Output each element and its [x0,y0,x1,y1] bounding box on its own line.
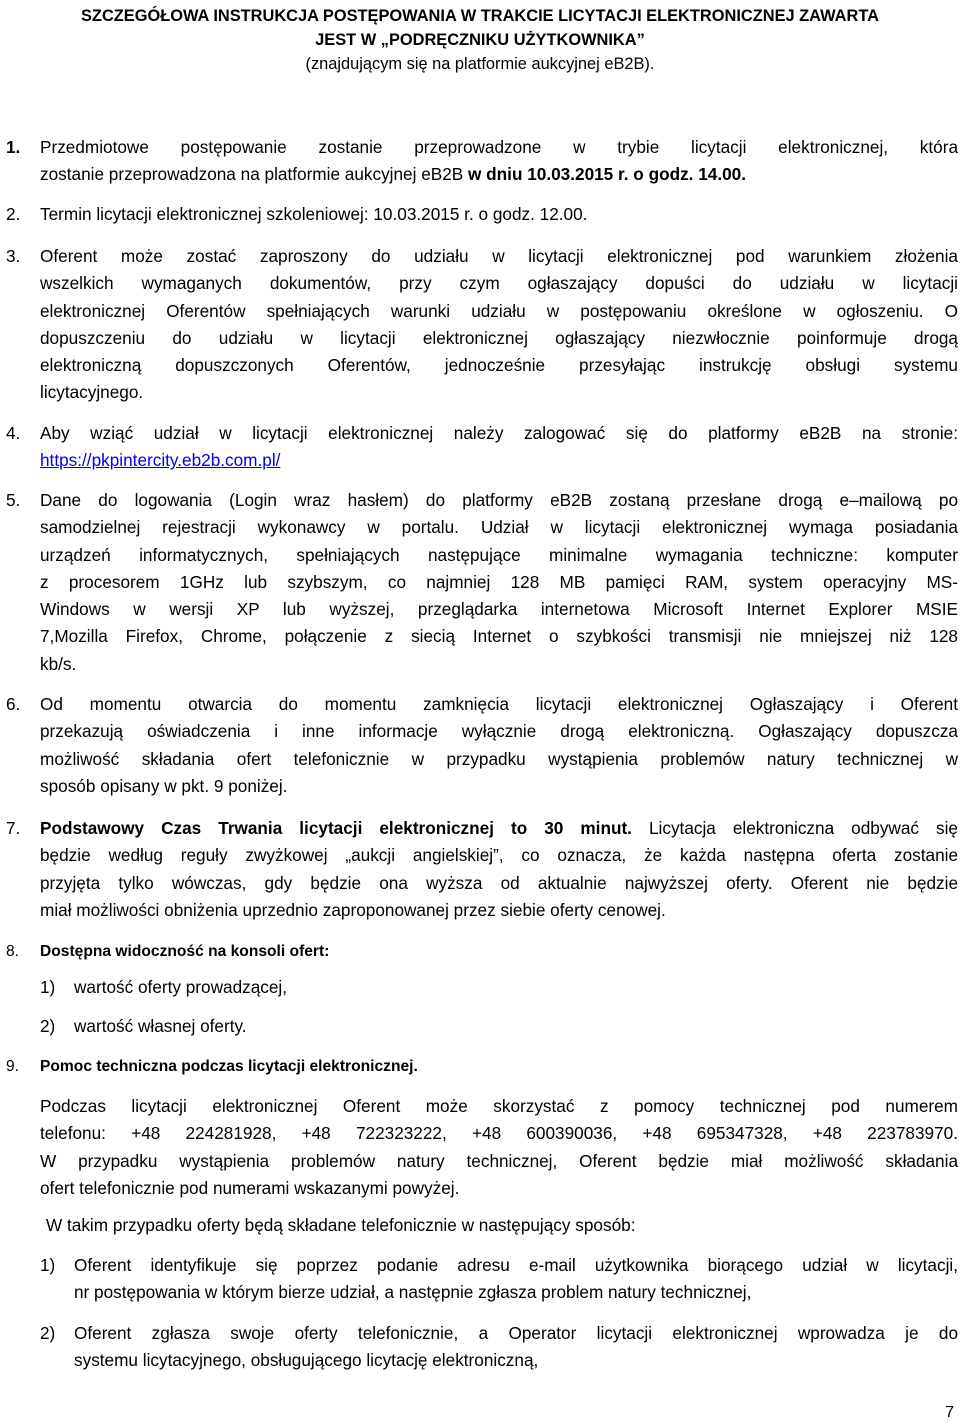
list-item-6 [6,691,958,800]
item-text-line: 7,Mozilla Firefox, Chrome, połączenie z siecią Internet o szybkości transmisji nie mniejszej niż 128 [40,626,958,647]
list-item-5 [6,487,958,678]
list-item-3 [6,243,958,407]
item-text-line: wszelkich wymaganych dokumentów, przy czym ogłaszający dopuści do udziału w licytacji [40,273,958,294]
list-item-1 [6,134,958,189]
sub-item-number: 1) [40,1255,56,1275]
support-phone-numbers: telefonu: +48 224281928, +48 722323222, +48 600390036, +48 695347328, +48 223783970. [40,1123,958,1144]
phone-procedure-intro [46,1212,958,1239]
item-text-line: przekazują oświadczenia i inne informacje wyłącznie drogą elektroniczną. Ogłaszający dopuszcza [40,721,958,742]
item-text-line: kb/s. [40,653,77,674]
section-title: Dostępna widoczność na konsoli ofert: [40,943,330,960]
paragraph-line: ofert telefonicznie pod numerami wskazanymi powyżej. [40,1177,460,1198]
item-text-line: Dane do logowania (Login wraz hasłem) do platformy eB2B zostaną przesłane drogą e–mailową po [40,490,958,510]
item-text-line: licytacyjnego. [40,382,144,403]
header-subtitle: (znajdującym się na platformie aukcyjnej eB2B). [305,55,655,73]
sub-item-text-line: nr postępowania w którym bierze udział, a następnie zgłasza problem natury technicznej, [74,1282,752,1303]
item-text-line: możliwość składania ofert telefonicznie w przypadku wystąpienia problemów natury technicznej w [40,748,958,769]
item-text-segment: zostanie przeprowadzona na platformie aukcyjnej eB2B [40,164,469,185]
platform-link[interactable]: https://pkpintercity.eb2b.com.pl/ [40,450,281,471]
sub-item-number: 1) [40,977,56,997]
item-text-line: Windows w wersji XP lub wyższej, przeglądarka internetowa Microsoft Internet Explorer MSIE [40,599,958,620]
item-number: 4. [6,423,21,443]
item-text-line: przyjęta tylko wówczas, gdy będzie ona wyższa od aktualnie najwyższej oferty. Oferent nie będzie [40,872,958,893]
sub-item-text-line: Oferent zgłasza swoje oferty telefonicznie, a Operator licytacji elektronicznej wprowadza je do [74,1323,958,1343]
list-item-8 [6,938,958,965]
item-number: 9. [6,1058,20,1075]
item-text-line: Oferent może zostać zaproszony do udziału w licytacji elektronicznej pod warunkiem złożenia [40,246,958,266]
item-number: 2. [6,204,21,224]
item-text-line: Przedmiotowe postępowanie zostanie przeprowadzone w trybie licytacji elektronicznej, która [40,137,958,157]
item-text-line: samodzielnej rejestracji wykonawcy w portalu. Udział w licytacji elektronicznej wymaga posiadania [40,517,958,538]
list-item-7 [6,815,958,924]
auction-date-highlight: w dniu 10.03.2015 r. o godz. 14.00. [468,164,747,185]
item-text-line: dopuszczeniu do udziału w licytacji elektronicznej ogłaszający niezwłocznie poinformuje drogą [40,327,958,348]
item-text-line: elektroniczną dopuszczonych Oferentów, jednocześnie przesyłając instrukcję obsługi systemu [40,355,958,376]
item-number: 3. [6,246,21,266]
item-number: 5. [6,490,21,510]
support-paragraph [40,1093,958,1202]
paragraph-line: W takim przypadku oferty będą składane telefonicznie w następujący sposób: [46,1215,636,1235]
sub-item-number: 2) [40,1016,56,1036]
console-visibility-item-2 [40,1013,958,1040]
item-text-line: elektronicznej Oferentów spełniających warunki udziału w postępowaniu określone w ogłoszeniu. O [40,300,958,321]
item-text-line: sposób opisany w pkt. 9 poniżej. [40,775,288,796]
item-text-segment: Licytacja elektroniczna odbywać się [631,818,958,838]
item-text-line: Termin licytacji elektronicznej szkoleniowej: 10.03.2015 r. o godz. 12.00. [40,204,588,224]
item-text-line [40,447,958,474]
item-text-line: urządzeń informatycznych, spełniających następujące minimalne wymagania techniczne: komputer [40,544,958,565]
duration-highlight: Podstawowy Czas Trwania licytacji elektronicznej to 30 minut. [40,818,632,838]
sub-item-text-line: systemu licytacyjnego, obsługującego licytację elektroniczną, [74,1350,539,1371]
document-header [0,4,960,76]
item-number: 1. [6,137,21,157]
item-text-line: będzie według reguły zwyżkowej „aukcji angielskiej”, co oznacza, że każda następna oferta zostanie [40,845,958,866]
header-title-line-2: JEST W „PODRĘCZNIKU UŻYTKOWNIKA” [315,31,645,49]
list-item-4 [6,420,958,475]
item-text-line: z procesorem 1GHz lub szybszym, co najmniej 128 MB pamięci RAM, system operacyjny MS- [40,571,958,592]
console-visibility-item-1 [40,974,958,1001]
phone-procedure-step-2 [40,1320,958,1375]
paragraph-line: Podczas licytacji elektronicznej Oferent może skorzystać z pomocy technicznej pod numerem [40,1096,958,1116]
item-text-line: miał możliwości obniżenia uprzednio zaproponowanej przez siebie oferty cenowej. [40,899,666,920]
item-number: 8. [6,943,20,960]
list-item-2 [6,201,958,228]
section-title: Pomoc techniczna podczas licytacji elektronicznej. [40,1058,418,1075]
sub-item-number: 2) [40,1323,56,1343]
item-number: 7. [6,818,21,838]
item-text-line: Od momentu otwarcia do momentu zamknięcia licytacji elektronicznej Ogłaszający i Oferent [40,694,958,714]
header-title-line-1: SZCZEGÓŁOWA INSTRUKCJA POSTĘPOWANIA W TRAKCIE LICYTACJI ELEKTRONICZNEJ ZAWARTA [81,7,879,25]
phone-procedure-step-1 [40,1252,958,1307]
item-text-line [40,815,958,842]
sub-item-text: wartość własnej oferty. [74,1016,247,1036]
list-item-9 [6,1053,958,1080]
paragraph-line: W przypadku wystąpienia problemów natury technicznej, Oferent będzie miał możliwość składania [40,1150,958,1171]
sub-item-text: wartość oferty prowadzącej, [74,977,288,997]
sub-item-text-line: Oferent identyfikuje się poprzez podanie adresu e-mail użytkownika biorącego udział w licytacji, [74,1255,958,1275]
item-text-line: Aby wziąć udział w licytacji elektronicznej należy zalogować się do platformy eB2B na stronie: [40,423,958,443]
item-number: 6. [6,694,21,714]
page-number: 7 [945,1404,954,1421]
item-text-line [40,161,958,188]
